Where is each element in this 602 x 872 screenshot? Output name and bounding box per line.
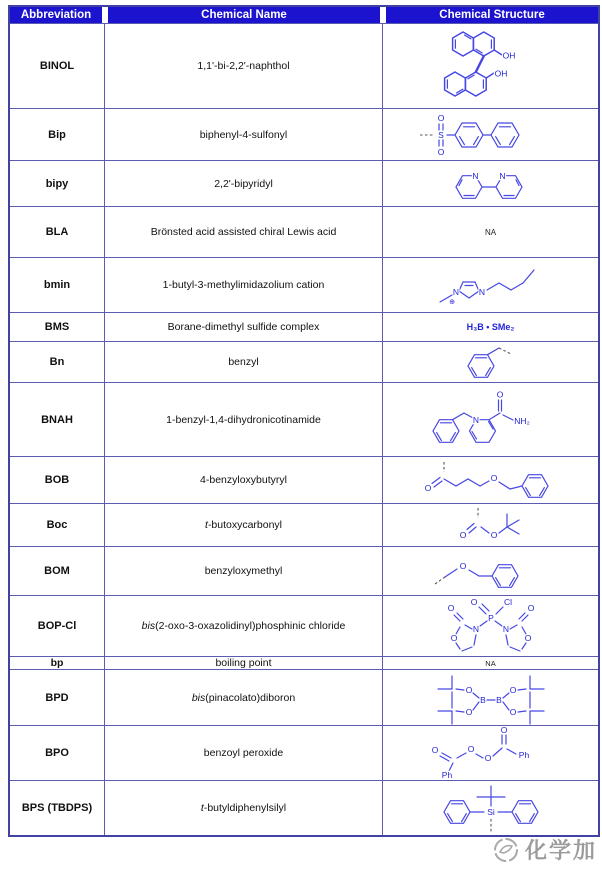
abbreviation-cell: bipy [10,160,105,206]
name-text: benzyl [228,356,259,368]
atom-label: B [479,694,486,705]
bnah-structure [416,387,566,453]
atom-label: N [471,170,479,181]
chemical-name-cell [105,595,383,656]
atom-label: NH₂ [513,415,530,426]
name-italic-prefix: bis [191,691,206,704]
table-row [10,160,598,206]
name-text: (2-oxo-3-oxazolidinyl)phosphinic chloride [155,620,346,632]
abbreviation-cell: BOM [10,546,105,595]
atom-label: N [472,624,479,634]
name-text: 1,1'-bi-2,2'-naphthol [197,60,290,72]
atom-label: OH [502,50,515,61]
name-text: biphenyl-4-sulfonyl [199,128,288,141]
atom-label: N [498,170,506,181]
bpo-structure [416,726,566,780]
chemical-name-cell [105,725,383,780]
chemical-name-cell [105,23,383,108]
abbreviation-table [8,5,600,837]
bmin-structure [426,258,556,312]
abbreviation-cell: Boc [10,503,105,546]
atom-label: N [472,414,479,425]
abbreviation-cell: BPS (TBDPS) [10,780,105,835]
atom-label: O [459,561,466,571]
atom-label: P [487,613,494,623]
atom-label: O [459,530,466,540]
atom-label: O [524,633,531,643]
bip-structure [416,112,566,158]
atom-label: O [465,684,472,695]
name-italic-prefix: t- [200,802,208,814]
table-row [10,382,598,456]
binol-structure [431,26,551,106]
table-row [10,312,598,341]
atom-label: N [452,287,459,297]
name-italic-prefix: t- [204,519,212,531]
name-text: Borane-dimethyl sulfide complex [167,321,320,333]
plus-charge-label: ⊕ [448,299,455,306]
atom-label: O [450,633,457,643]
abbreviation-cell: BMS [10,312,105,341]
structure-cell [383,160,598,206]
atom-label: O [437,112,444,123]
watermark-logo-icon [492,836,520,864]
atom-label: N [478,287,485,297]
name-text: 2,2'-bipyridyl [214,177,273,190]
header-row [10,7,598,23]
chemical-name-cell [105,456,383,503]
table-row [10,595,598,656]
table-row [10,341,598,382]
boc-structure [436,504,546,546]
structure-cell [383,456,598,503]
atom-label: O [437,146,444,157]
name-text: butyldiphenylsilyl [207,802,287,814]
structure-cell [383,546,598,595]
header-chemical-structure: Chemical Structure [383,7,598,23]
chemical-name-cell [105,312,383,341]
table-row [10,503,598,546]
atom-label: O [490,473,497,483]
name-text: boiling point [215,657,272,669]
atom-label: N [502,624,509,634]
atom-label: O [500,726,507,735]
chemical-name-cell [105,669,383,725]
structure-cell [383,206,598,257]
atom-label: O [447,603,454,613]
abbreviation-cell: Bn [10,341,105,382]
abbreviation-cell: BPO [10,725,105,780]
atom-label: Si [486,807,495,817]
abbreviation-cell: BOB [10,456,105,503]
structure-cell [383,341,598,382]
chemical-name-cell [105,656,383,669]
atom-label: O [431,745,438,755]
abbreviation-cell: bmin [10,257,105,312]
structure-cell [383,503,598,546]
abbreviation-cell: bp [10,656,105,669]
name-text: benzyloxymethyl [204,565,283,577]
watermark [492,834,597,865]
structure-cell [383,382,598,456]
abbreviation-cell: BINOL [10,23,105,108]
structure-cell [383,669,598,725]
bopcl-structure [416,596,566,656]
structure-cell [383,312,598,341]
header-chemical-name: Chemical Name [105,7,383,23]
abbreviation-cell: BPD [10,669,105,725]
structure-na-text: NA [485,658,496,668]
chemical-name-cell [105,503,383,546]
chemical-name-cell [105,206,383,257]
bob-structure [416,458,566,502]
atom-label: O [467,744,474,754]
table-row [10,257,598,312]
atom-label: O [470,597,477,607]
structure-cell [383,108,598,160]
chemical-name-cell [105,160,383,206]
bn-structure [431,342,551,382]
atom-label: Ph [518,750,529,760]
structure-cell [383,725,598,780]
table-row [10,456,598,503]
atom-label: Cl [503,597,512,607]
abbreviation-cell: BLA [10,206,105,257]
name-text: 4-benzyloxybutyryl [200,474,287,486]
chemical-name-cell [105,108,383,160]
name-text: 1-butyl-3-methylimidazolium cation [162,279,325,291]
structure-formula-text: H₃B • SMe₂ [466,322,515,332]
structure-cell [383,23,598,108]
atom-label: S [437,129,444,140]
structure-cell [383,595,598,656]
table-row [10,780,598,835]
atom-label: B [495,694,502,705]
structure-cell [383,257,598,312]
atom-label: OH [494,68,507,79]
name-italic-prefix: bis [141,620,156,632]
atom-label: O [484,753,491,763]
table-row [10,725,598,780]
bpd-structure [406,671,576,725]
table-row [10,669,598,725]
atom-label: O [496,389,503,399]
abbreviation-cell: BOP-Cl [10,595,105,656]
table-row [10,206,598,257]
header-abbreviation: Abbreviation [10,7,105,23]
atom-label: O [424,483,431,493]
atom-label: O [509,706,516,717]
name-text: butoxycarbonyl [211,519,283,531]
watermark-text: 化学加 [524,838,597,863]
name-text: (pinacolato)diboron [205,691,296,704]
atom-label: O [465,706,472,717]
chemical-name-cell [105,780,383,835]
name-text: 1-benzyl-1,4-dihydronicotinamide [166,413,321,426]
atom-label: O [490,530,497,540]
name-text: benzoyl peroxide [203,747,284,759]
table-row [10,546,598,595]
bom-structure [421,548,561,594]
table-row [10,23,598,108]
chemical-name-cell [105,341,383,382]
atom-label: Ph [441,770,452,780]
chemical-name-cell [105,382,383,456]
bps-structure [416,782,566,834]
abbreviation-cell: BNAH [10,382,105,456]
name-text: Brönsted acid assisted chiral Lewis acid [150,226,337,238]
structure-cell [383,780,598,835]
chemical-name-cell [105,546,383,595]
structure-cell [383,656,598,669]
atom-label: O [527,603,534,613]
table-row [10,108,598,160]
abbreviation-cell: Bip [10,108,105,160]
table-row [10,656,598,669]
chemical-name-cell [105,257,383,312]
bipy-structure [431,162,551,206]
atom-label: O [509,684,516,695]
structure-na-text: NA [484,227,497,237]
